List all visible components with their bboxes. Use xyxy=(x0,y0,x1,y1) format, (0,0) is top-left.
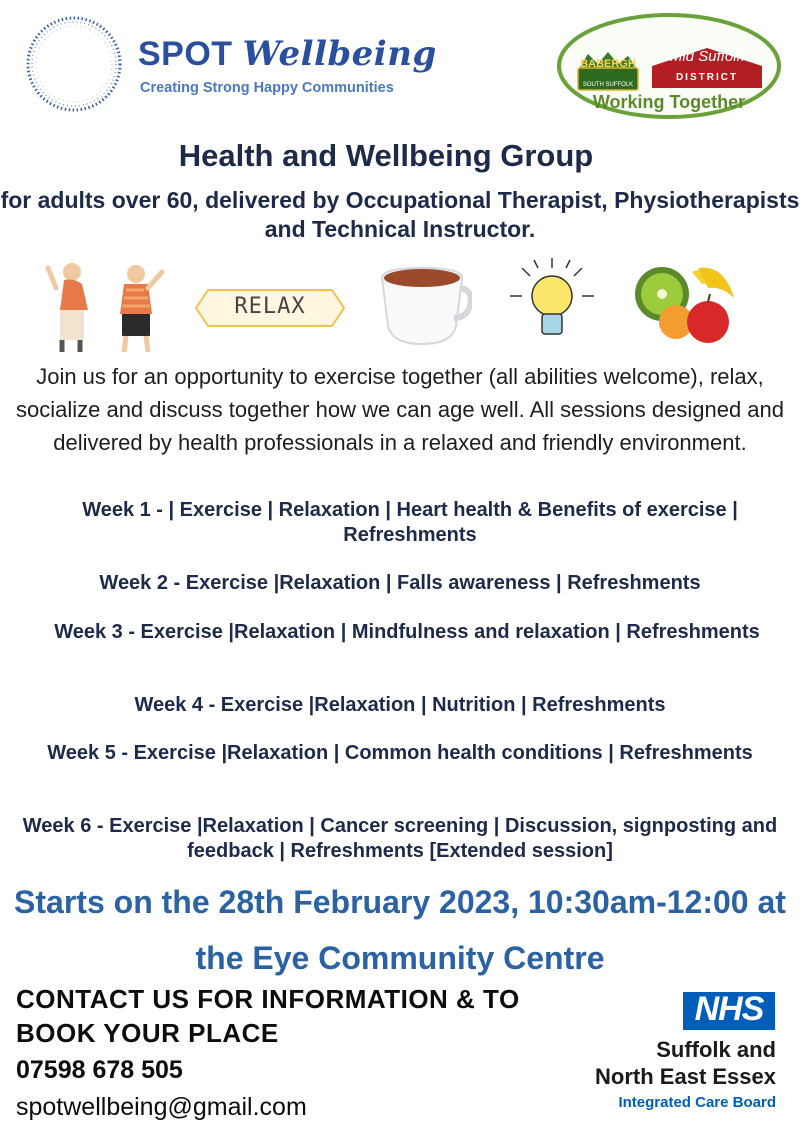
babergh-name: BABERGH xyxy=(580,58,636,70)
week-3-schedule: Week 3 - Exercise |Relaxation | Mindfulness and relaxation | Refreshments xyxy=(54,621,760,643)
page-title: Health and Wellbeing Group xyxy=(178,138,594,173)
mid-suffolk-name: Mid Suffolk xyxy=(669,48,745,65)
relax-banner-icon xyxy=(194,286,346,330)
week-6-schedule: Week 6 - Exercise |Relaxation | Cancer screening | Discussion, signposting and feedback | Refreshments [Extended session] xyxy=(22,815,778,862)
contact-phone[interactable]: 07598 678 505 xyxy=(16,1056,183,1084)
council-tagline: Working Together xyxy=(592,92,746,112)
nhs-org-line1: Suffolk and xyxy=(656,1037,776,1062)
fruit-icon xyxy=(632,258,738,350)
nhs-org-line3: Integrated Care Board xyxy=(618,1094,776,1111)
council-logo xyxy=(556,12,782,120)
tea-cup-icon xyxy=(376,264,472,348)
spot-wellbeing-logo xyxy=(24,14,454,114)
spot-circle-icon xyxy=(24,14,124,114)
mid-suffolk-sub: DISTRICT xyxy=(675,72,739,83)
stretching-seniors-icon xyxy=(44,258,170,356)
spot-logo-name xyxy=(138,34,437,74)
contact-heading: CONTACT US FOR INFORMATION & TO BOOK YOUR PLACE xyxy=(16,984,520,1048)
contact-email[interactable]: spotwellbeing@gmail.com xyxy=(16,1093,307,1121)
relax-label: RELAX xyxy=(234,294,306,319)
week-4-schedule: Week 4 - Exercise |Relaxation | Nutrition | Refreshments xyxy=(134,694,666,716)
spot-logo-tagline: Creating Strong Happy Communities xyxy=(140,80,394,96)
spot-name-part1: SPOT xyxy=(138,35,243,73)
babergh-sub: SOUTH SUFFOLK xyxy=(582,82,634,88)
spot-name-part2: Wellbeing xyxy=(242,34,437,74)
week-2-schedule: Week 2 - Exercise |Relaxation | Falls awareness | Refreshments xyxy=(99,572,701,594)
week-1-schedule: Week 1 - | Exercise | Relaxation | Heart health & Benefits of exercise | Refreshments xyxy=(82,499,738,546)
nhs-org-line2: North East Essex xyxy=(595,1064,776,1089)
start-date-banner: Starts on the 28th February 2023, 10:30am-12:00 at the Eye Community Centre xyxy=(14,884,786,976)
page-subtitle: for adults over 60, delivered by Occupational Therapist, Physiotherapists and Technical Instructor. xyxy=(0,187,800,242)
week-5-schedule: Week 5 - Exercise |Relaxation | Common health conditions | Refreshments xyxy=(47,742,753,764)
nhs-logo-text: NHS xyxy=(694,990,764,1028)
lightbulb-icon xyxy=(508,256,596,348)
intro-paragraph: Join us for an opportunity to exercise together (all abilities welcome), relax, socialize and discuss together how we can age well. All sessions designed and delivered by health professionals in a relaxed and friendly environment. xyxy=(15,364,784,455)
